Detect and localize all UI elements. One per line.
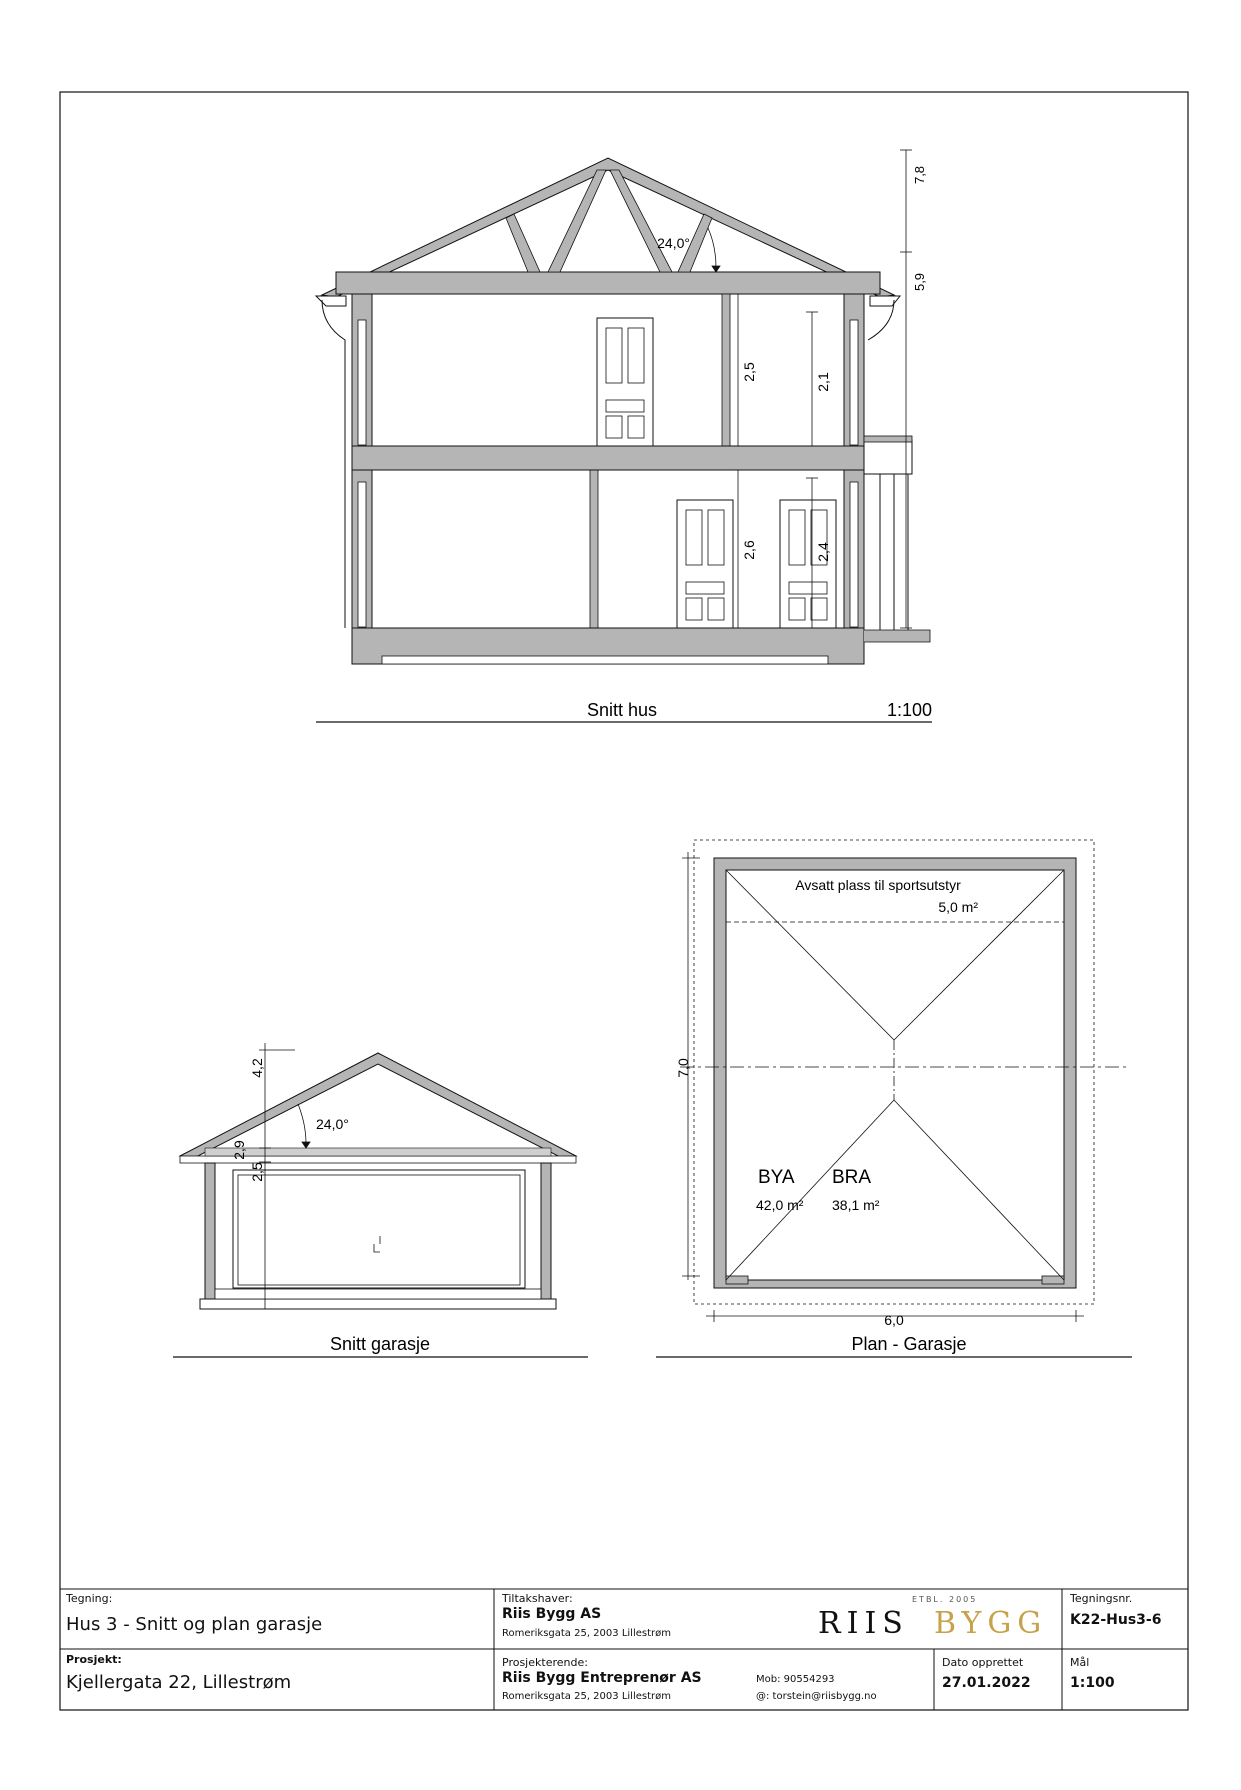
garage-dim-wall: 2,5 bbox=[249, 1162, 265, 1182]
sport-area-label: Avsatt plass til sportsutstyr bbox=[795, 877, 961, 893]
garage-section bbox=[173, 1043, 588, 1357]
designer-label: Prosjekterende: bbox=[502, 1656, 588, 1669]
owner-label: Tiltakshaver: bbox=[502, 1592, 573, 1605]
garage-plan-title: Plan - Garasje bbox=[851, 1334, 967, 1354]
bya-label: BYA bbox=[758, 1167, 795, 1188]
garage-dim-eave: 2,9 bbox=[231, 1140, 247, 1160]
designer-name: Riis Bygg Entreprenør AS bbox=[502, 1670, 702, 1686]
bra-value: 38,1 m² bbox=[832, 1197, 880, 1213]
drawing-value: Hus 3 - Snitt og plan garasje bbox=[66, 1614, 323, 1635]
drawing-no-label: Tegningsnr. bbox=[1070, 1592, 1133, 1605]
project-value: Kjellergata 22, Lillestrøm bbox=[66, 1672, 292, 1693]
designer-address: Romeriksgata 25, 2003 Lillestrøm bbox=[502, 1691, 671, 1702]
house-roof-angle: 24,0° bbox=[657, 235, 690, 251]
house-dim-upper-door: 2,1 bbox=[815, 372, 831, 392]
email: @: torstein@riisbygg.no bbox=[756, 1691, 877, 1702]
owner-name: Riis Bygg AS bbox=[502, 1606, 602, 1622]
house-dim-ground-door: 2,4 bbox=[815, 542, 831, 562]
house-dim-ground-floor: 2,6 bbox=[741, 540, 757, 560]
mobile: Mob: 90554293 bbox=[756, 1674, 835, 1685]
logo-estd: ETBL. 2005 bbox=[912, 1595, 978, 1604]
house-dim-upper-floor: 2,5 bbox=[741, 362, 757, 382]
owner-address: Romeriksgata 25, 2003 Lillestrøm bbox=[502, 1628, 671, 1639]
plan-dim-depth: 7,0 bbox=[675, 1058, 691, 1078]
garage-dim-top: 4,2 bbox=[249, 1058, 265, 1078]
house-dim-roof-top: 7,8 bbox=[912, 165, 927, 185]
date-value: 27.01.2022 bbox=[942, 1675, 1031, 1691]
house-section-scale: 1:100 bbox=[886, 700, 932, 720]
scale-value: 1:100 bbox=[1070, 1675, 1115, 1691]
drawing-label: Tegning: bbox=[66, 1592, 113, 1605]
house-dim-eave: 5,9 bbox=[912, 272, 927, 292]
date-label: Dato opprettet bbox=[942, 1656, 1024, 1669]
logo-bygg: BYGG bbox=[934, 1606, 1048, 1641]
house-section-title: Snitt hus bbox=[586, 700, 658, 720]
logo-riis: RIIS bbox=[818, 1606, 909, 1641]
garage-section-title: Snitt garasje bbox=[329, 1334, 431, 1354]
scale-label: Mål bbox=[1070, 1656, 1090, 1669]
plan-dim-width: 6,0 bbox=[884, 1312, 904, 1328]
project-label: Prosjekt: bbox=[66, 1653, 122, 1666]
garage-plan bbox=[656, 840, 1132, 1357]
garage-roof-angle: 24,0° bbox=[316, 1116, 349, 1132]
house-section bbox=[316, 150, 932, 722]
sport-area-value: 5,0 m² bbox=[938, 899, 978, 915]
drawing-no-value: K22-Hus3-6 bbox=[1070, 1612, 1162, 1628]
bra-label: BRA bbox=[832, 1167, 872, 1188]
bya-value: 42,0 m² bbox=[756, 1197, 804, 1213]
